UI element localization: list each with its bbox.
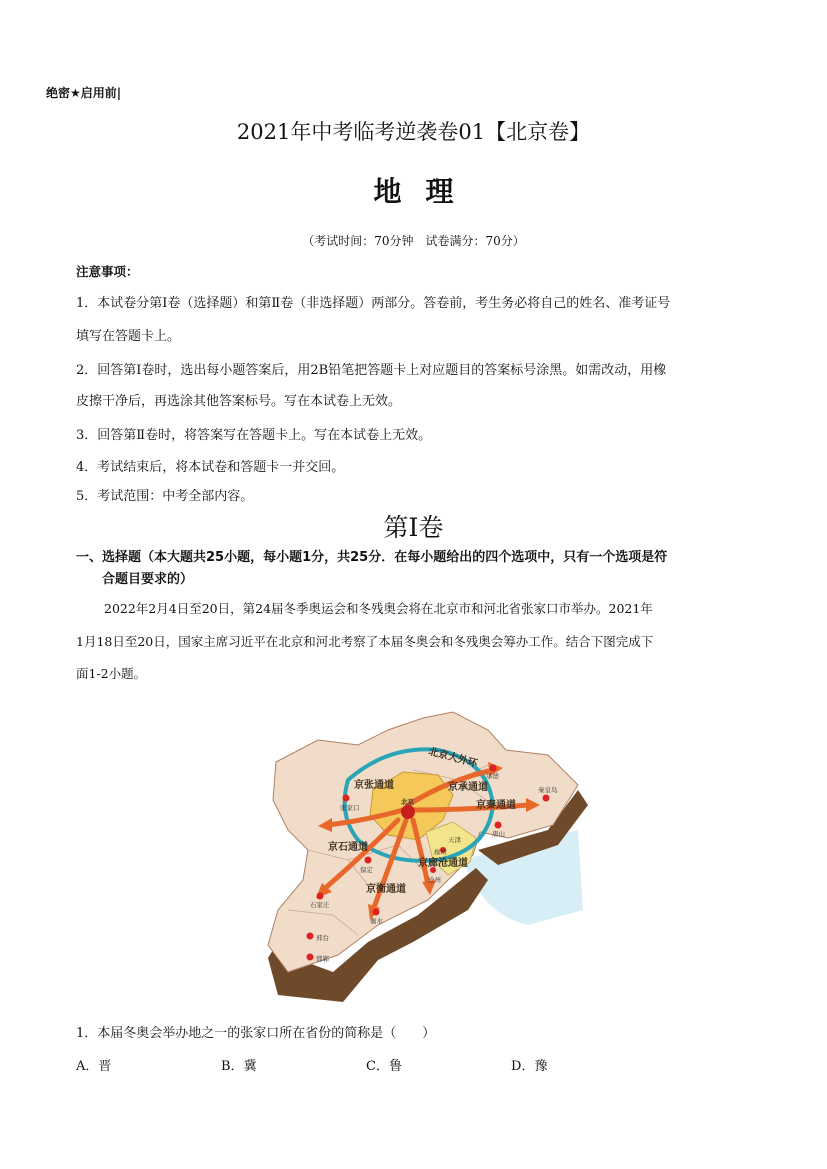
section-heading-line1: 一、选择题（本大题共25小题，每小题1分，共25分．在每小题给出的四个选项中，只有一个选项是符 <box>76 550 668 565</box>
city-label: 唐山 <box>492 830 505 838</box>
beijing-tianjin-hebei-map <box>248 710 588 1010</box>
option-letter: C． <box>366 1059 389 1074</box>
beijing-marker <box>401 805 415 819</box>
part-title: 第Ⅰ卷 <box>383 513 444 542</box>
option-text: 鲁 <box>388 1059 402 1074</box>
corridor-label: 京张通道 <box>354 780 394 791</box>
notice-line: 3．回答第Ⅱ卷时，将答案写在答题卡上。写在本试卷上无效。 <box>76 428 432 443</box>
notice-line: 皮擦干净后，再选涂其他答案标号。写在本试卷上无效。 <box>76 394 402 409</box>
section-heading <box>76 547 756 591</box>
city-label: 衡水 <box>370 917 383 925</box>
passage-line: 面1-2小题。 <box>76 666 147 681</box>
city-label: 张家口 <box>340 804 360 812</box>
option-letter: D． <box>511 1059 535 1074</box>
city-label: 保定 <box>360 866 373 874</box>
exam-info: （考试时间：70分钟 试卷满分：70分） <box>302 234 525 248</box>
option-letter: B． <box>221 1059 244 1074</box>
corridor-label: 京廊沧通道 <box>418 858 468 869</box>
passage-line: 1月18日至20日，国家主席习近平在北京和河北考察了本届冬奥会和冬残奥会筹办工作。结合下图完成下 <box>76 634 654 649</box>
option-text: 晋 <box>98 1059 112 1074</box>
option-text: 冀 <box>243 1059 257 1074</box>
section-heading-line2: 合题目要求的） <box>102 572 194 587</box>
corridor-label: 京秦通道 <box>476 800 516 811</box>
corridor-label: 京衡通道 <box>366 884 406 895</box>
option-c <box>366 1055 402 1074</box>
option-d <box>511 1055 547 1074</box>
city-label: 邯郸 <box>316 955 329 963</box>
notice-heading: 注意事项： <box>76 264 139 279</box>
subject-title: 地理 <box>373 175 478 208</box>
notice-line: 5．考试范围：中考全部内容。 <box>76 489 254 504</box>
confidential-label: 绝密★启用前| <box>46 86 122 100</box>
city-label: 廊坊 <box>434 848 447 856</box>
notice-line: 2．回答第Ⅰ卷时，选出每小题答案后，用2B铅笔把答题卡上对应题目的答案标号涂黑。如需改动，用橡 <box>76 363 667 378</box>
city-label: 石家庄 <box>310 901 330 909</box>
question-stem: 1．本届冬奥会举办地之一的张家口所在省份的简称是（ ） <box>76 1026 436 1041</box>
ring-label: 北京大外环 <box>427 746 479 770</box>
option-a <box>76 1055 111 1074</box>
option-letter: A． <box>76 1059 99 1074</box>
notice-line: 1．本试卷分第Ⅰ卷（选择题）和第Ⅱ卷（非选择题）两部分。答卷前，考生务必将自己的姓名、准考证号 <box>76 296 671 311</box>
city-label: 邢台 <box>316 934 329 942</box>
corridor-label: 京石通道 <box>328 842 368 853</box>
city-label: 承德 <box>486 772 499 780</box>
city-label: 沧州 <box>428 876 441 884</box>
option-text: 豫 <box>534 1059 548 1074</box>
notice-line: 填写在答题卡上。 <box>76 329 181 344</box>
passage-line: 2022年2月4日至20日，第24届冬季奥运会和冬残奥会将在北京市和河北省张家口市举办。2021年 <box>104 601 653 616</box>
city-label: 天津 <box>448 836 461 844</box>
option-b <box>221 1055 257 1074</box>
exam-title: 2021年中考临考逆袭卷01【北京卷】 <box>236 120 591 144</box>
city-label: 秦皇岛 <box>538 786 558 794</box>
city-label: 北京 <box>401 798 414 806</box>
corridor-label: 京承通道 <box>448 782 488 793</box>
notice-line: 4．考试结束后，将本试卷和答题卡一并交回。 <box>76 460 345 475</box>
